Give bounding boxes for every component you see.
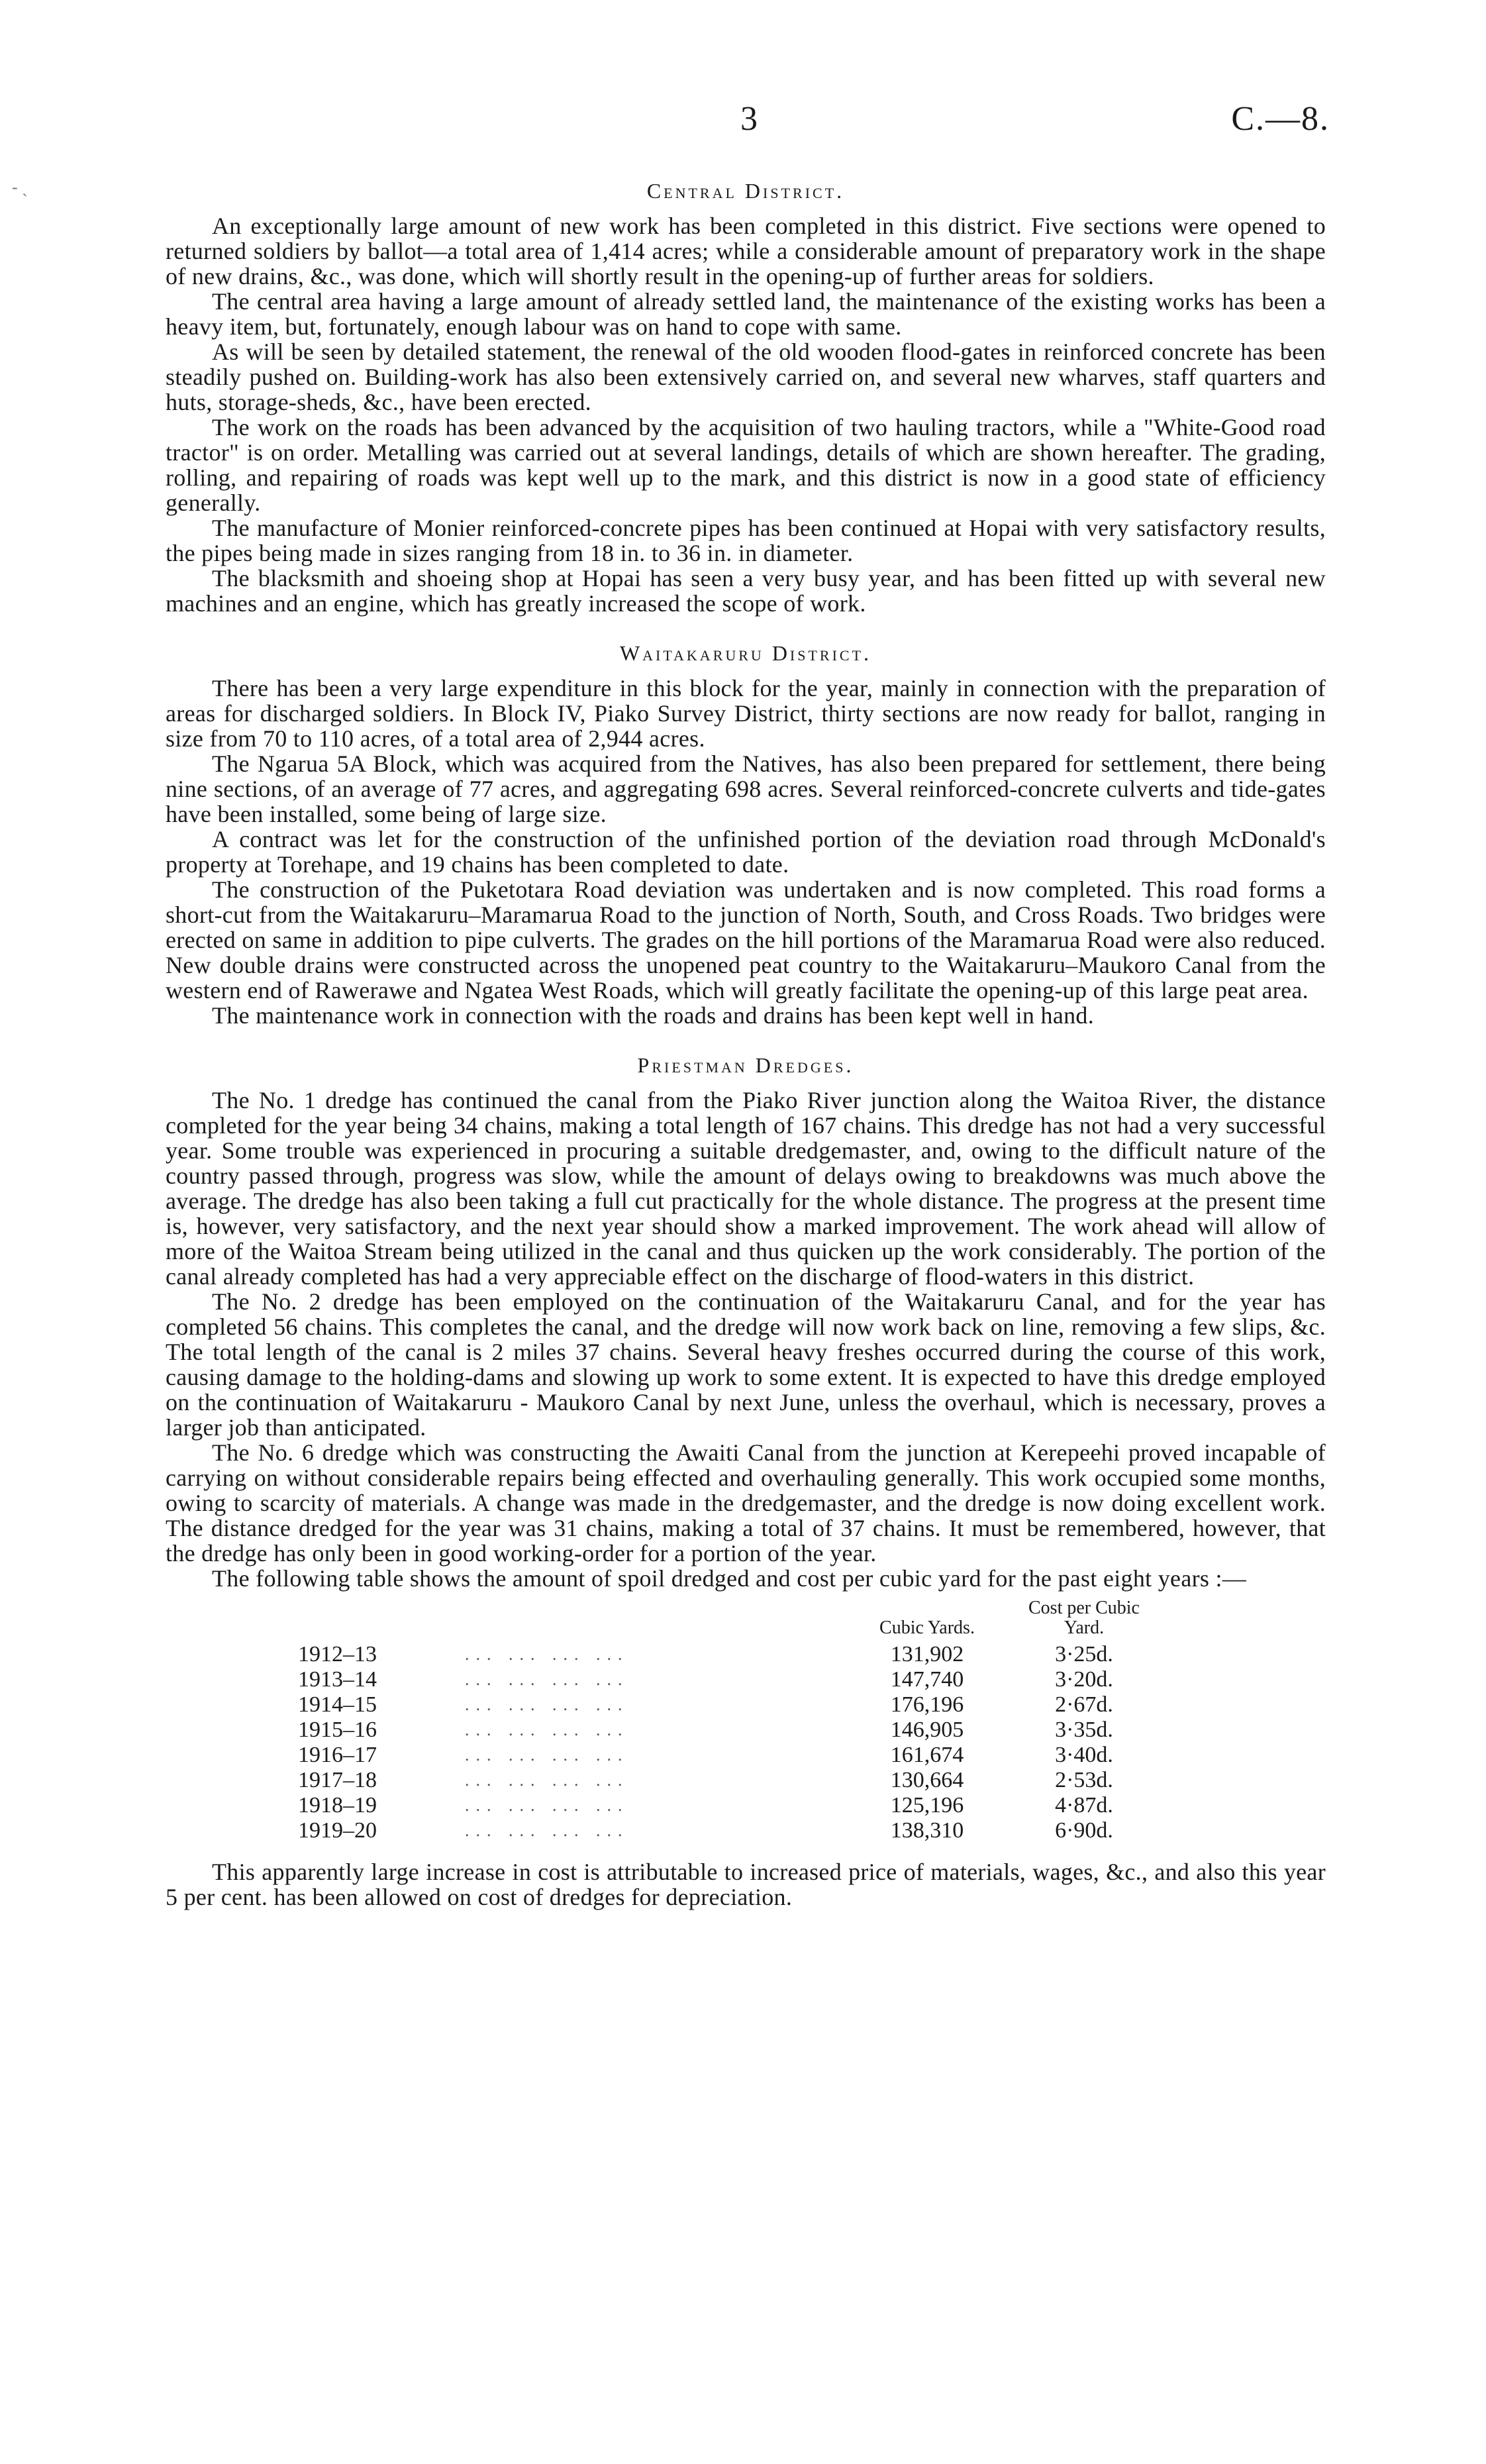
year-cell: 1914–15 (298, 1692, 377, 1717)
section-priestman-dredges (166, 1052, 1326, 1910)
table-row (298, 1667, 1151, 1692)
page-number: 3 (740, 100, 758, 138)
year-cell: 1919–20 (298, 1818, 377, 1843)
section-heading: Central District. (646, 179, 845, 203)
paragraph: The blacksmith and shoeing shop at Hopai has seen a very busy year, and has been fitted up with several new machines and an engine, which has greatly increased the scope of work. (166, 565, 1326, 617)
table-intro: The following table shows the amount of spoil dredged and cost per cubic yard for the past eight years :— (212, 1565, 1247, 1592)
table-row (298, 1743, 1151, 1768)
cost-cell: 3·25d. (1055, 1642, 1113, 1667)
table-row (298, 1793, 1151, 1818)
year-cell: 1913–14 (298, 1667, 377, 1692)
leader-dots: ... ... ... ... (465, 1695, 629, 1714)
year-header (298, 1598, 465, 1642)
paragraph: As will be seen by detailed statement, the renewal of the old wooden flood-gates in reinforced concrete has been steadily pushed on. Building-work has also been extensively carried on, and several new wharves, staff quarters and huts, storage-sheds, &c., have been erected. (166, 338, 1326, 415)
section-heading: Priestman Dredges. (637, 1053, 854, 1077)
cubic-yards-cell: 147,740 (890, 1667, 964, 1692)
cost-cell: 2·53d. (1055, 1768, 1113, 1792)
section-heading: Waitakaruru District. (619, 641, 872, 665)
year-cell: 1916–17 (298, 1743, 377, 1767)
year-cell: 1912–13 (298, 1642, 377, 1667)
paragraph: The No. 1 dredge has continued the canal from the Piako River junction along the Waitoa River, the distance completed for the year being 34 chains, making a total length of 167 chains. This dredge has not had a very successful year. Some trouble was experienced in procuring a suitable dredgemaster, and, owing to the difficult nature of the country passed through, progress was slow, while the amount of delays owing to breakdowns was much above the average. The dredge has also been taking a full cut practically for the whole distance. The progress at the present time is, however, very satisfactory, and the next year should show a marked improvement. The work ahead will allow of more of the Waitoa Stream being utilized in the canal and thus quicken up the work considerably. The portion of the canal already completed has had a very appreciable effect on the discharge of flood-waters in this district. (166, 1087, 1326, 1290)
table-row (298, 1718, 1151, 1743)
leader-dots: ... ... ... ... (465, 1771, 629, 1790)
margin-mark: - ˎ (12, 178, 28, 197)
paragraph: The Ngarua 5A Block, which was acquired from the Natives, has also been prepared for settlement, there being nine sections, of an average of 77 acres, and aggregating 698 acres. Several reinforced-concrete culverts and tide-gates have been installed, some being of large size. (166, 750, 1326, 827)
cubic-yards-cell: 131,902 (890, 1642, 964, 1667)
year-cell: 1915–16 (298, 1718, 377, 1742)
year-cell: 1918–19 (298, 1793, 377, 1818)
spoil-dredged-table (298, 1598, 1151, 1843)
cost-cell: 3·35d. (1055, 1718, 1113, 1742)
table-header-row (298, 1598, 1151, 1642)
cost-per-yard-header: Cost per Cubic Yard. (1028, 1598, 1140, 1638)
paragraph: There has been a very large expenditure in this block for the year, mainly in connection with the preparation of areas for discharged soldiers. In Block IV, Piako Survey District, thirty sections are now ready for ballot, ranging in size from 70 to 110 acres, of a total area of 2,944 acres. (166, 675, 1326, 752)
leader-dots: ... ... ... ... (465, 1720, 629, 1739)
leader-dots: ... ... ... ... (465, 1670, 629, 1689)
closing-paragraph: This apparently large increase in cost is attributable to increased price of materials, wages, &c., and also this year 5 per cent. has been allowed on cost of dredges for depreciation. (166, 1859, 1326, 1910)
section-waitakaruru-district (166, 640, 1326, 1028)
cubic-yards-cell: 138,310 (890, 1818, 964, 1843)
cost-cell: 4·87d. (1055, 1793, 1113, 1818)
page-body (166, 178, 1326, 1933)
table-row (298, 1768, 1151, 1793)
paragraph: The maintenance work in connection with the roads and drains has been kept well in hand. (212, 1002, 1094, 1029)
cubic-yards-cell: 146,905 (890, 1718, 964, 1742)
paragraph: A contract was let for the construction of the unfinished portion of the deviation road through McDonald's property at Torehape, and 19 chains has been completed to date. (166, 826, 1326, 878)
cubic-yards-cell: 176,196 (890, 1692, 964, 1717)
cubic-yards-cell: 125,196 (890, 1793, 964, 1818)
leader-dots: ... ... ... ... (465, 1796, 629, 1815)
cubic-yards-cell: 130,664 (890, 1768, 964, 1792)
paragraph: The central area having a large amount of already settled land, the maintenance of the existing works has been a heavy item, but, fortunately, enough labour was on hand to cope with same. (166, 288, 1326, 340)
paragraph: The construction of the Puketotara Road deviation was undertaken and is now completed. This road forms a short-cut from the Waitakaruru–Maramarua Road to the junction of North, South, and Cross Roads. Two bridges were erected on same in addition to pipe culverts. The grades on the hill portions of the Maramarua Road were also reduced. New double drains were constructed across the unopened peat country to the Waitakaruru–Maukoro Canal from the western end of Rawerawe and Ngatea West Roads, which will greatly facilitate the opening-up of this large peat area. (166, 876, 1326, 1003)
leader-header (465, 1598, 837, 1642)
cubic-yards-cell: 161,674 (890, 1743, 964, 1767)
cost-cell: 3·20d. (1055, 1667, 1113, 1692)
cubic-yards-header: Cubic Yards. (879, 1617, 975, 1638)
table-row (298, 1692, 1151, 1718)
paragraph: The No. 6 dredge which was constructing the Awaiti Canal from the junction at Kerepeehi proved incapable of carrying on without considerable repairs being effected and overhauling generally. This work occupied some months, owing to scarcity of materials. A change was made in the dredgemaster, and the dredge is now doing excellent work. The distance dredged for the year was 31 chains, making a total of 37 chains. It must be remembered, however, that the dredge has only been in good working-order for a portion of the year. (166, 1439, 1326, 1566)
table-row (298, 1818, 1151, 1843)
cost-cell: 3·40d. (1055, 1743, 1113, 1767)
paragraph: The manufacture of Monier reinforced-concrete pipes has been continued at Hopai with very satisfactory results, the pipes being made in sizes ranging from 18 in. to 36 in. in diameter. (166, 515, 1326, 566)
table-row (298, 1642, 1151, 1667)
cost-cell: 6·90d. (1055, 1818, 1113, 1843)
document-code: C.—8. (1231, 100, 1330, 138)
paragraph: The No. 2 dredge has been employed on the continuation of the Waitakaruru Canal, and for the year has completed 56 chains. This completes the canal, and the dredge will now work back on line, removing a few slips, &c. The total length of the canal is 2 miles 37 chains. Several heavy freshes occurred during the course of this work, causing damage to the holding-dams and slowing up work to some extent. It is expected to have this dredge employed on the continuation of Waitakaruru - Maukoro Canal by next June, unless the overhaul, which is necessary, proves a larger job than anticipated. (166, 1288, 1326, 1441)
paragraph: An exceptionally large amount of new work has been completed in this district. Five sections were opened to returned soldiers by ballot—a total area of 1,414 acres; while a considerable amount of preparatory work in the shape of new drains, &c., was done, which will shortly result in the opening-up of further areas for soldiers. (166, 213, 1326, 289)
year-cell: 1917–18 (298, 1768, 377, 1792)
leader-dots: ... ... ... ... (465, 1645, 629, 1664)
section-central-district (166, 178, 1326, 616)
leader-dots: ... ... ... ... (465, 1821, 629, 1840)
paragraph: The work on the roads has been advanced by the acquisition of two hauling tractors, while a "White-Good road tractor" is on order. Metalling was carried out at several landings, details of which are shown hereafter. The grading, rolling, and repairing of roads was kept well up to the mark, and this district is now in a good state of efficiency generally. (166, 414, 1326, 516)
cost-cell: 2·67d. (1055, 1692, 1113, 1717)
leader-dots: ... ... ... ... (465, 1745, 629, 1765)
page-header (0, 99, 1486, 152)
